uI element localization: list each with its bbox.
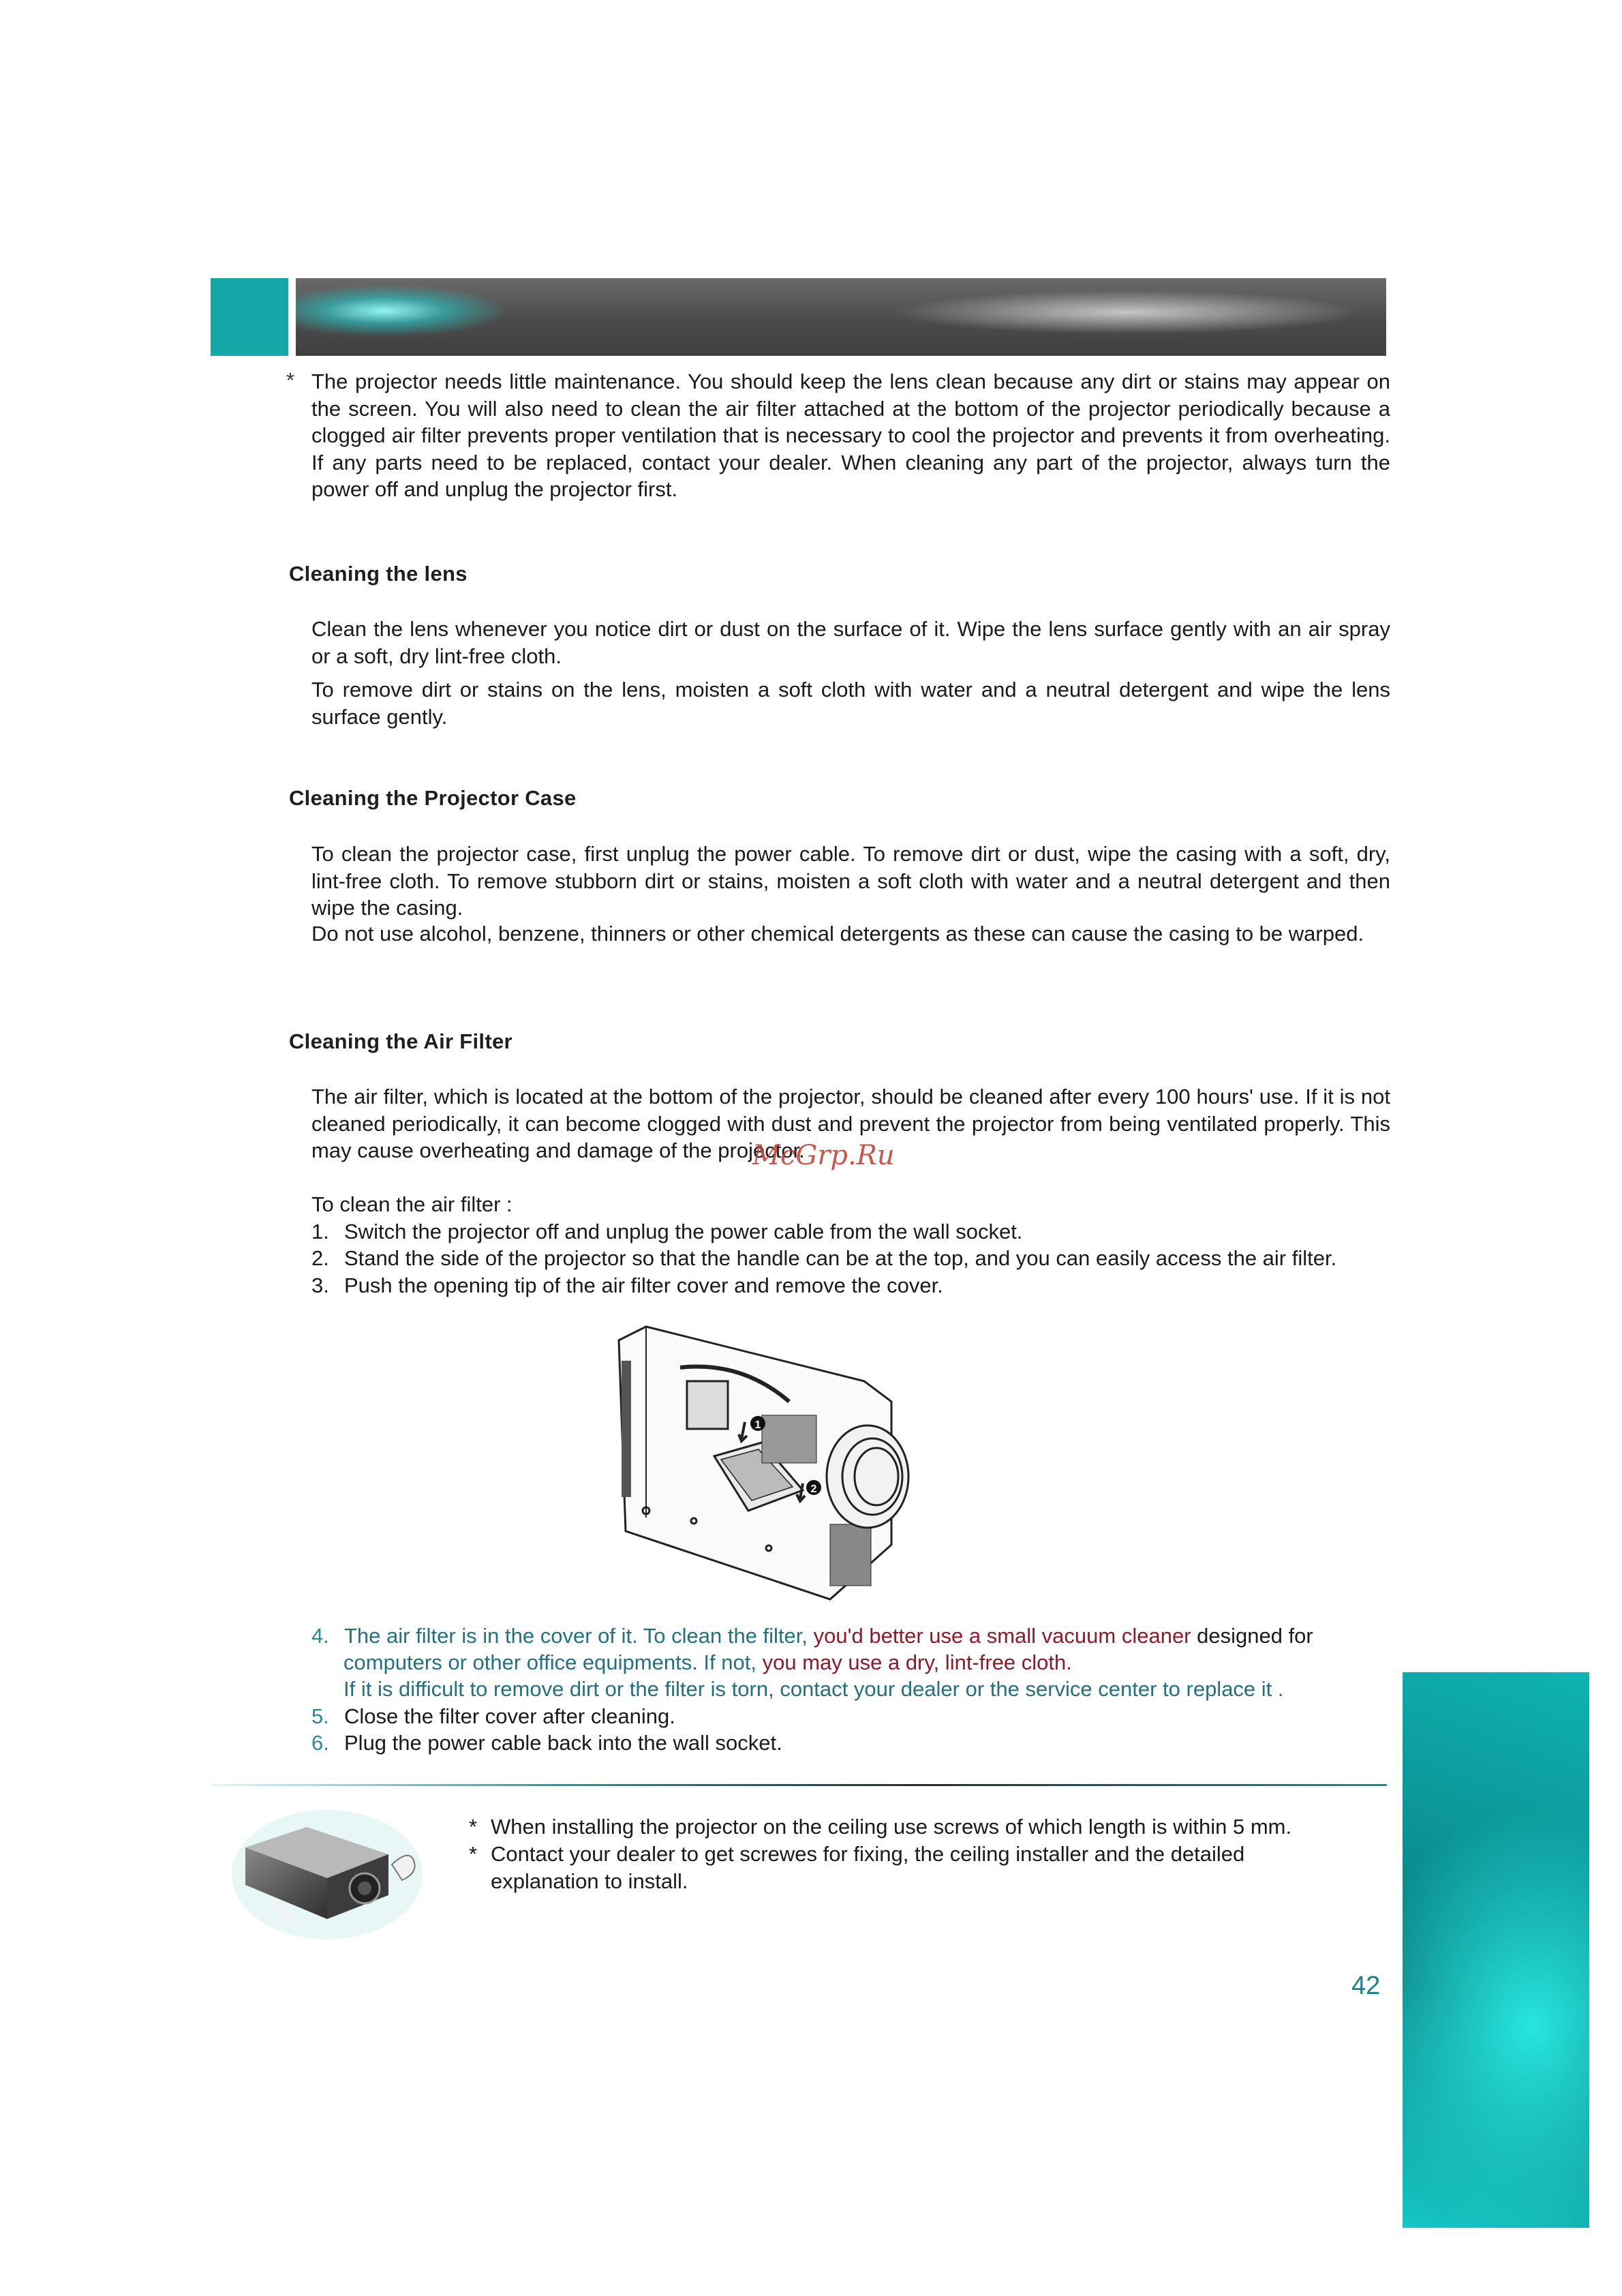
marker-label-1: 1 [754, 1419, 761, 1431]
note-1 [469, 1813, 1336, 1841]
case-paragraph-2: Do not use alcohol, benzene, thinners or other chemical detergents as these can cause the casing to be warped. [311, 922, 1364, 946]
filter-step-3 [311, 1272, 943, 1299]
watermark-text: McGrp.Ru [752, 1140, 895, 1171]
case-paragraph-1: To clean the projector case, first unplug the power cable. To remove dirt or dust, wipe the casing with a soft, dry, lint-free cloth. To remove stubborn dirt or stains, moisten a soft cloth with water and a neutral detergent and then wipe the casing. [311, 842, 1390, 920]
side-tab-decoration [1403, 1672, 1589, 2228]
side-vent [622, 1361, 631, 1497]
heading-cleaning-lens: Cleaning the lens [289, 562, 468, 586]
filter-paragraph: The air filter, which is located at the bottom of the projector, should be cleaned after every 100 hours' use. If it is not cleaned periodically, it can become clogged with dust and prevent the projector from being ventilated properly. This may cause overheating and damage of the projector. [311, 1085, 1390, 1162]
step-text-highlight: you may use a dry, lint-free cloth. [762, 1650, 1072, 1674]
step-number: 6. [311, 1731, 329, 1755]
intro-paragraph: The projector needs little maintenance. You should keep the lens clean because any dirt or stains may appear on the screen. You will also need to clean the air filter attached at the bottom of the projector periodically because a clogged air filter prevents proper ventilation that is necessary to cool the projector and prevents it from overheating. If any parts need to be replaced, contact your dealer. When cleaning any part of the projector, always turn the power off and unplug the projector first. [311, 369, 1390, 501]
note-bullet: * [469, 1815, 478, 1839]
filter-step-5 [311, 1703, 675, 1730]
note-bullet: * [469, 1842, 478, 1866]
step-number: 5. [311, 1704, 329, 1728]
step-number: 3. [311, 1273, 329, 1297]
page-number: 42 [1351, 1972, 1381, 2000]
header-accent-square [211, 278, 288, 356]
step-text: Switch the projector off and unplug the power cable from the wall socket. [344, 1220, 1023, 1243]
note-text: When installing the projector on the ceiling use screws of which length is within 5 mm. [491, 1815, 1292, 1839]
section-divider [211, 1784, 1387, 1786]
step-text: computers or other office equipments. If not, [343, 1650, 763, 1674]
header-band [296, 278, 1386, 356]
lens-ring-outer [827, 1425, 908, 1528]
lens-paragraph-1: Clean the lens whenever you notice dirt or dust on the surface of it. Wipe the lens surface gently with an air spray or a soft, dry lint-free cloth. [311, 617, 1390, 668]
intro-bullet: * [286, 368, 295, 392]
step-text: Stand the side of the projector so that the handle can be at the top, and you can easily access the air filter. [344, 1246, 1337, 1270]
filter-step-4-line-3: If it is difficult to remove dirt or the filter is torn, contact your dealer or the service center to replace it . [343, 1677, 1284, 1701]
filter-step-4-line-2 [343, 1649, 1390, 1676]
filter-step-4 [311, 1622, 1390, 1650]
step-text: Plug the power cable back into the wall socket. [344, 1731, 782, 1755]
filter-step-1 [311, 1218, 1022, 1245]
marker-label-2: 2 [810, 1483, 817, 1495]
ceiling-projector-illustration [232, 1800, 436, 1943]
lower-right-vent [830, 1524, 871, 1586]
lens-paragraph-2: To remove dirt or stains on the lens, moisten a soft cloth with water and a neutral detergent and wipe the lens surface gently. [311, 678, 1390, 729]
left-vent-grid [687, 1381, 728, 1429]
filter-step-6 [311, 1729, 782, 1757]
step-text-highlight: you'd better use a small vacuum cleaner [813, 1624, 1191, 1648]
filter-step-2 [311, 1245, 1336, 1272]
heading-cleaning-filter: Cleaning the Air Filter [289, 1029, 512, 1053]
step-text: Close the filter cover after cleaning. [344, 1704, 675, 1728]
step-text: Push the opening tip of the air filter cover and remove the cover. [344, 1273, 943, 1297]
projector-filter-illustration [605, 1320, 932, 1606]
note-2 [469, 1841, 1355, 1895]
right-vent-grid [762, 1415, 816, 1463]
step-text: The air filter is in the cover of it. To clean the filter, [344, 1624, 814, 1648]
step-number: 1. [311, 1220, 329, 1243]
step-number: 2. [311, 1246, 329, 1270]
note-text: Contact your dealer to get screwes for fixing, the ceiling installer and the detailed explanation to install. [491, 1842, 1245, 1893]
step-text: designed for [1191, 1624, 1313, 1648]
heading-cleaning-case: Cleaning the Projector Case [289, 786, 577, 810]
filter-steps-intro: To clean the air filter : [311, 1192, 512, 1216]
step-number: 4. [311, 1624, 329, 1648]
